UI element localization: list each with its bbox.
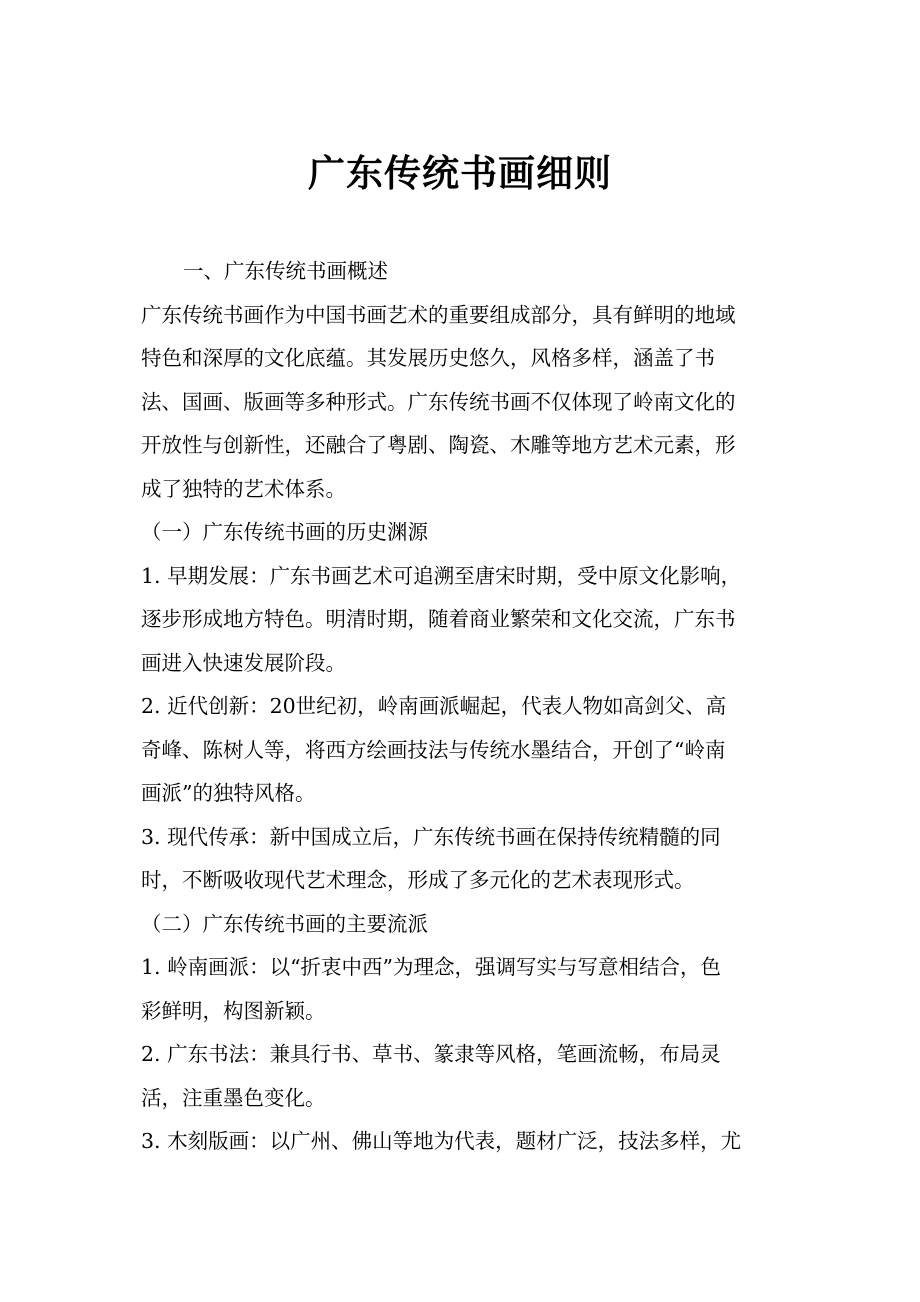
list-item-line: 3. 现代传承：新中国成立后，广东传统书画在保持传统精髓的同 <box>141 824 721 849</box>
subsection-heading: （二）广东传统书画的主要流派 <box>141 911 428 936</box>
document-title: 广东传统书画细则 <box>308 152 612 195</box>
list-item-line: 时，不断吸收现代艺术理念，形成了多元化的艺术表现形式。 <box>141 868 695 892</box>
list-item-line: 逐步形成地方特色。明清时期，随着商业繁荣和文化交流，广东书 <box>141 607 736 631</box>
list-item-line: 1. 岭南画派：以“折衷中西”为理念，强调写实与写意相结合，色 <box>141 955 722 979</box>
subsection-heading: （一）广东传统书画的历史渊源 <box>141 520 428 544</box>
list-item-line: 画派”的独特风格。 <box>141 781 316 805</box>
list-item-line: 2. 广东书法：兼具行书、草书、篆隶等风格，笔画流畅，布局灵 <box>141 1042 721 1066</box>
list-item-line: 活，注重墨色变化。 <box>141 1085 326 1110</box>
paragraph-line: 开放性与创新性，还融合了粤剧、陶瓷、木雕等地方艺术元素，形 <box>141 433 736 457</box>
list-item-line: 1. 早期发展：广东书画艺术可追溯至唐宋时期，受中原文化影响， <box>141 563 742 588</box>
list-item-line: 2. 近代创新：20世纪初，岭南画派崛起，代表人物如高剑父、高 <box>141 694 727 718</box>
list-item-line: 画进入快速发展阶段。 <box>141 650 346 675</box>
paragraph-line: 特色和深厚的文化底蕴。其发展历史悠久，风格多样，涵盖了书 <box>141 346 715 370</box>
list-item-line: 3. 木刻版画：以广州、佛山等地为代表，题材广泛，技法多样，尤 <box>141 1129 742 1153</box>
paragraph-line: 广东传统书画作为中国书画艺术的重要组成部分，具有鲜明的地域 <box>141 302 736 327</box>
section-heading: 一、广东传统书画概述 <box>183 259 388 283</box>
document-body <box>141 250 781 1164</box>
list-item-line: 彩鲜明，构图新颖。 <box>141 998 326 1023</box>
paragraph-line: 法、国画、版画等多种形式。广东传统书画不仅体现了岭南文化的 <box>141 389 736 414</box>
paragraph-line: 成了独特的艺术体系。 <box>141 476 346 501</box>
list-item-line: 奇峰、陈树人等，将西方绘画技法与传统水墨结合，开创了“岭南 <box>141 737 726 762</box>
